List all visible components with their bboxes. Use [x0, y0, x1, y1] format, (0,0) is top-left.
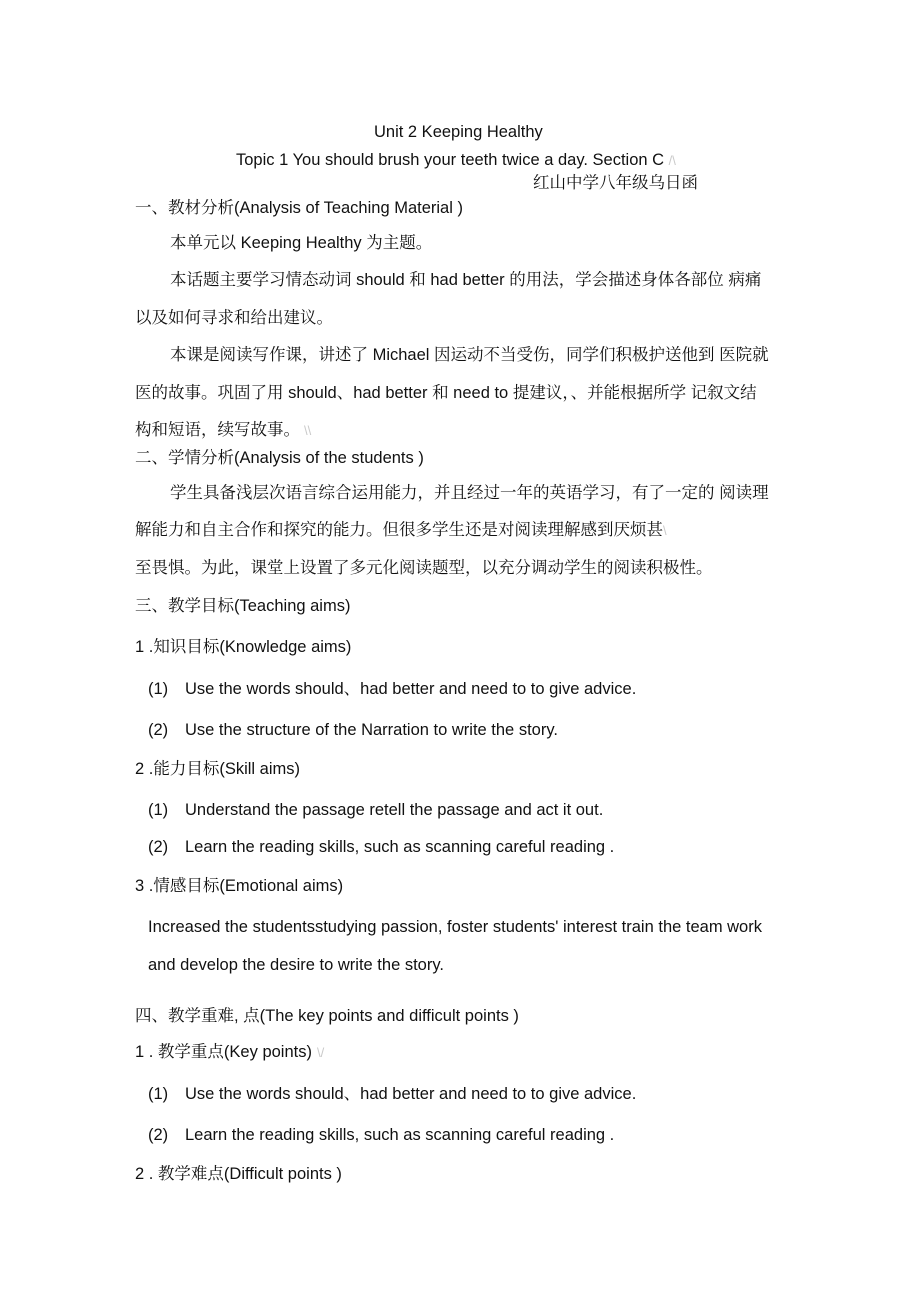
- skill-aim-2: Learn the reading skills, such as scanning careful reading .: [185, 838, 615, 856]
- key-point-2: Learn the reading skills, such as scanning careful reading .: [185, 1126, 615, 1144]
- knowledge-aim-2: Use the structure of the Narration to write the story.: [185, 721, 558, 739]
- section-2-line-2: [135, 519, 667, 542]
- section-1-heading: 一、教材分析(Analysis of Teaching Material ): [135, 199, 463, 217]
- key-point-1-number: (1): [148, 1085, 169, 1103]
- key-point-1: Use the words should、had better and need to to give advice.: [185, 1085, 637, 1103]
- knowledge-aim-1: Use the words should、had better and need to to give advice.: [185, 680, 637, 698]
- key-points-heading-text: 1 . 教学重点(Key points): [135, 1043, 312, 1061]
- section-4-heading: 四、教学重难, 点(The key points and difficult points ): [135, 1007, 519, 1025]
- subtitle-mark: /\: [668, 153, 676, 168]
- key-point-2-number: (2): [148, 1126, 169, 1144]
- section-2-heading: 二、学情分析(Analysis of the students ): [135, 449, 424, 467]
- author-line: 红山中学八年级乌日函: [533, 174, 698, 192]
- skill-aim-2-number: (2): [148, 838, 169, 856]
- section-1-paragraph-1: 本单元以 Keeping Healthy 为主题。: [170, 234, 433, 252]
- document-title: Unit 2 Keeping Healthy: [374, 123, 543, 141]
- section-2-line-1: 学生具备浅层次语言综合运用能力，并且经过一年的英语学习，有了一定的 阅读理: [170, 484, 769, 502]
- emotional-aims-heading: 3 .情感目标(Emotional aims): [135, 877, 344, 895]
- key-points-mark: \/: [316, 1045, 325, 1060]
- section-1-paragraph-3-line-1: 本课是阅读写作课，讲述了 Michael 因运动不当受伤，同学们积极护送他到 医院就: [170, 346, 769, 364]
- difficult-points-heading: 2 . 教学难点(Difficult points ): [135, 1165, 342, 1183]
- skill-aim-1: Understand the passage retell the passage and act it out.: [185, 801, 604, 819]
- knowledge-aims-heading: 1 .知识目标(Knowledge aims): [135, 638, 352, 656]
- key-points-heading: [135, 1041, 324, 1064]
- skill-aims-heading: 2 .能力目标(Skill aims): [135, 760, 301, 778]
- section-3-heading: 三、教学目标(Teaching aims): [135, 597, 351, 615]
- section-1-paragraph-3-line-3-text: 构和短语，续写故事。: [135, 421, 300, 439]
- section-2-line-2-mark: \: [663, 523, 667, 538]
- section-2-line-2-text: 解能力和自主合作和探究的能力。但很多学生还是对阅读理解感到厌烦甚: [135, 521, 663, 539]
- section-1-paragraph-2-line-1: 本话题主要学习情态动词 should 和 had better 的用法，学会描述身体各部位 病痛: [170, 271, 762, 289]
- section-1-paragraph-2-line-2: 以及如何寻求和给出建议。: [135, 309, 333, 327]
- knowledge-aim-2-number: (2): [148, 721, 169, 739]
- section-1-paragraph-3-line-3: [135, 419, 311, 442]
- section-1-paragraph-3-mark: \\: [304, 423, 312, 438]
- section-2-line-3: 至畏惧。为此，课堂上设置了多元化阅读题型，以充分调动学生的阅读积极性。: [135, 559, 713, 577]
- subtitle-text: Topic 1 You should brush your teeth twice a day. Section C: [236, 151, 665, 169]
- document-subtitle: [236, 149, 676, 172]
- emotional-aims-line-1: Increased the studentsstudying passion, foster students' interest train the team work: [148, 918, 762, 936]
- knowledge-aim-1-number: (1): [148, 680, 169, 698]
- skill-aim-1-number: (1): [148, 801, 169, 819]
- emotional-aims-line-2: and develop the desire to write the story.: [148, 956, 444, 974]
- section-1-paragraph-3-line-2: 医的故事。巩固了用 should、had better 和 need to 提建议，、并能根据所学 记叙文结: [135, 384, 757, 402]
